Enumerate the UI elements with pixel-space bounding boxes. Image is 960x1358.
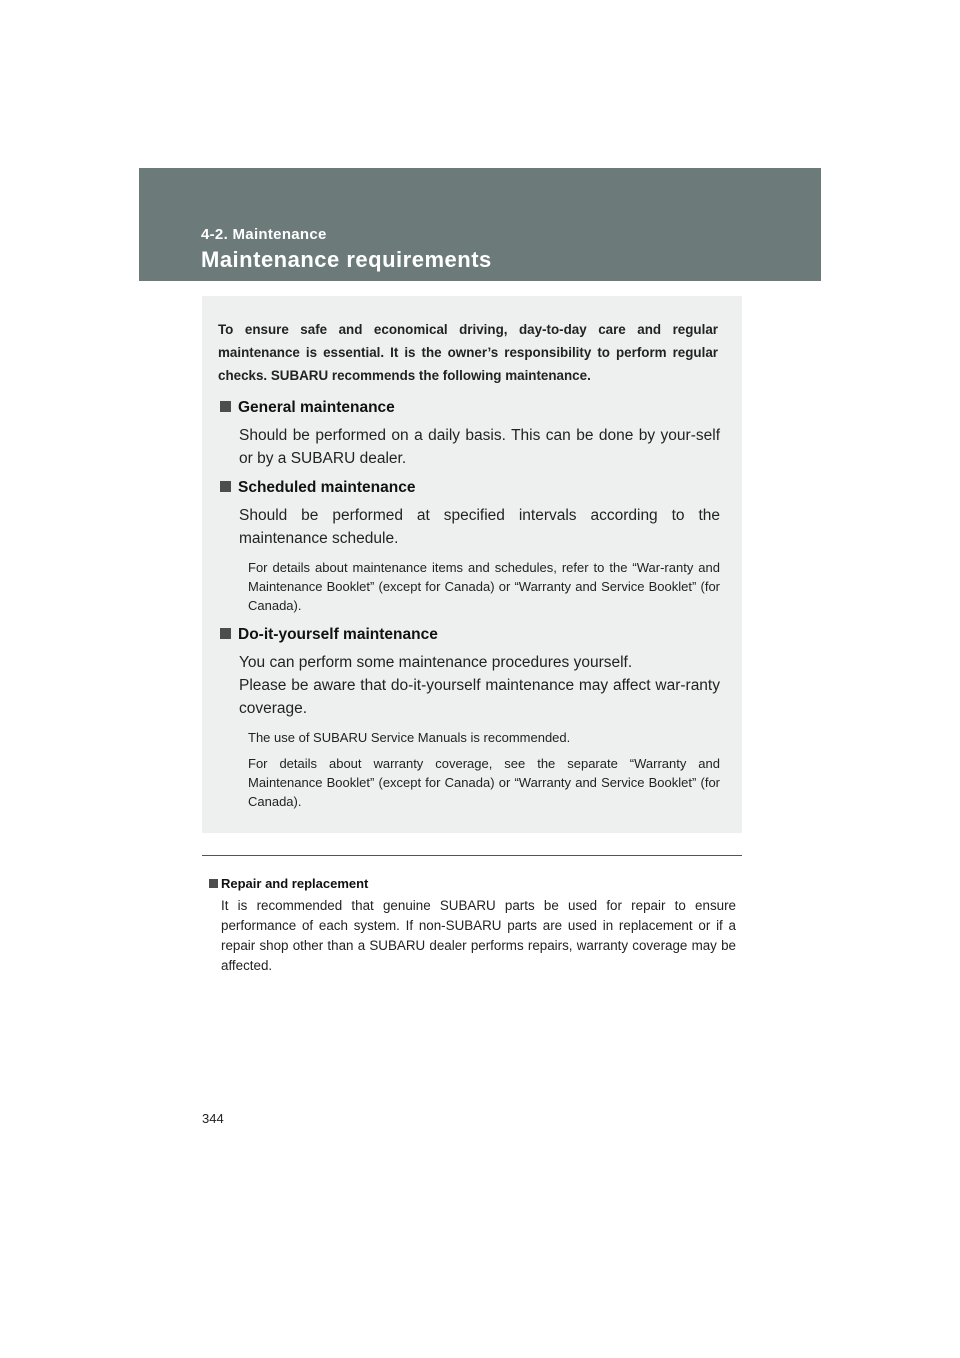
repair-heading: Repair and replacement (221, 876, 369, 891)
general-maintenance-heading: General maintenance (238, 399, 395, 416)
intro-text: To ensure safe and economical driving, day-to-day care and regular maintenance is essential. It is the owner’s responsibility to perform regular checks. SUBARU recommends the following maintenance. (218, 322, 718, 383)
square-bullet-icon (209, 879, 218, 888)
square-bullet-icon (220, 628, 231, 639)
scheduled-maintenance-section (220, 478, 720, 615)
page-title: Maintenance requirements (201, 247, 492, 272)
diy-maintenance-note-1: The use of SUBARU Service Manuals is recommended. (248, 730, 571, 745)
repair-section (209, 875, 736, 976)
square-bullet-icon (220, 481, 231, 492)
scheduled-maintenance-body: Should be performed at specified intervals according to the maintenance schedule. (239, 507, 720, 547)
repair-body: It is recommended that genuine SUBARU parts be used for repair to ensure performance of each system. If non-SUBARU parts are used in replacement or if a repair shop other than a SUBARU dealer performs repairs, warranty coverage may be affected. (221, 898, 736, 973)
chapter-header (139, 168, 821, 281)
square-bullet-icon (220, 401, 231, 412)
diy-maintenance-note-2: For details about warranty coverage, see the separate “Warranty and Maintenance Booklet” (except for Canada) or “Warranty and Service Booklet” (for Canada). (248, 756, 720, 809)
scheduled-maintenance-note: For details about maintenance items and schedules, refer to the “War-ranty and Maintenance Booklet” (except for Canada) or “Warranty and Service Booklet” (for Canada). (248, 560, 720, 613)
diy-maintenance-body-1: You can perform some maintenance procedures yourself. (239, 654, 633, 671)
general-maintenance-body: Should be performed on a daily basis. This can be done by your-self or by a SUBARU dealer. (239, 427, 720, 467)
divider (202, 855, 742, 856)
general-maintenance-section (220, 398, 720, 470)
scheduled-maintenance-heading: Scheduled maintenance (238, 479, 416, 496)
diy-maintenance-body-2: Please be aware that do-it-yourself maintenance may affect war-ranty coverage. (239, 677, 720, 717)
maintenance-info-box (202, 296, 742, 833)
section-label: 4-2. Maintenance (201, 226, 327, 243)
diy-maintenance-section (220, 625, 720, 811)
diy-maintenance-heading: Do-it-yourself maintenance (238, 626, 438, 643)
page-number: 344 (202, 1111, 224, 1126)
